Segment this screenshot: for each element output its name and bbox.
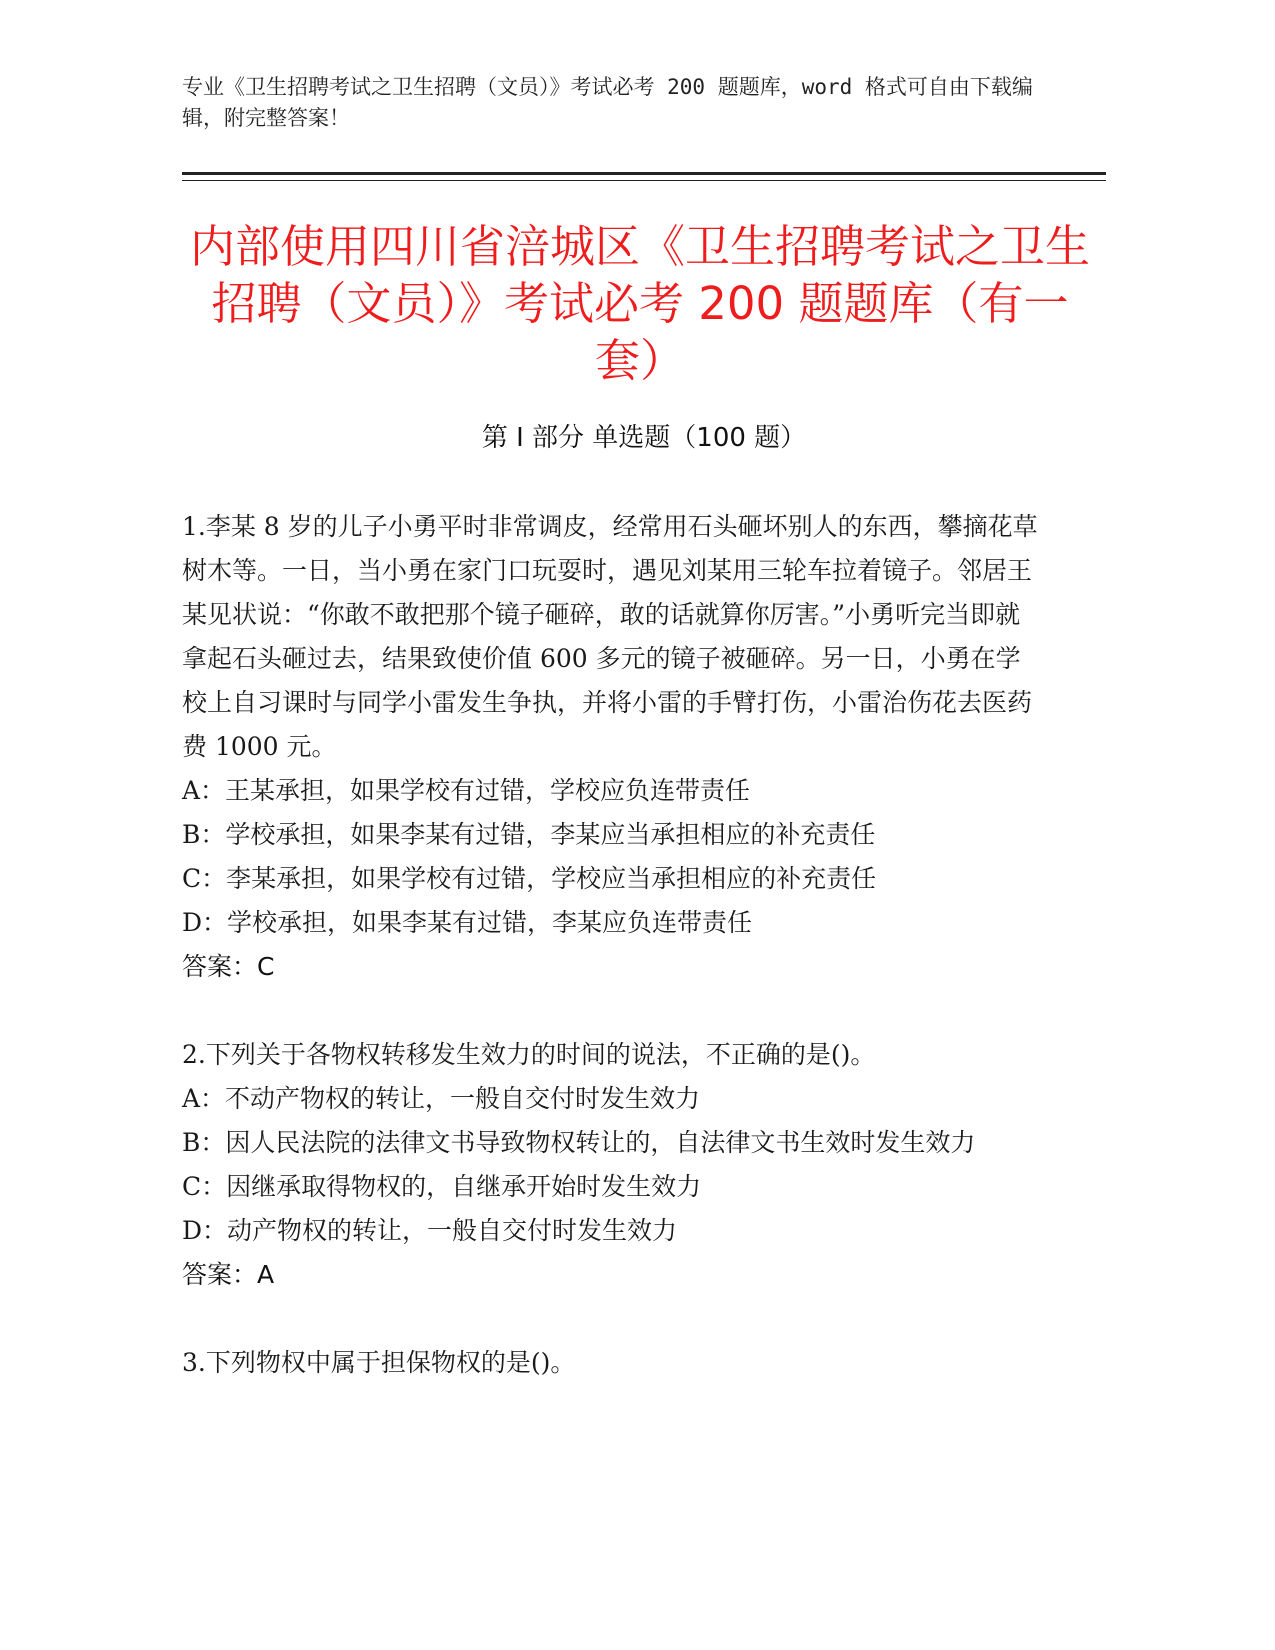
- answer-line: 答案：C: [182, 952, 275, 981]
- answer-line: 答案：A: [182, 1260, 275, 1289]
- option-d: D：动产物权的转让，一般自交付时发生效力: [182, 1216, 678, 1245]
- question-2: [182, 1033, 1042, 1297]
- question-stem: 1.李某 8 岁的儿子小勇平时非常调皮，经常用石头砸坏别人的东西，攀摘花草树木等。一日，当小勇在家门口玩耍时，遇见刘某用三轮车拉着镜子。邻居王某见状说：“你敢不敢把那个镜子砸碎，敢的话就算你厉害。”小勇听完当即就拿起石头砸过去，结果致使价值 600 多元的镜子被砸碎。另一日，小勇在学校上自习课时与同学小雷发生争执，并将小雷的手臂打伤，小雷治伤花去医药费 1000 元。: [182, 512, 1038, 761]
- option-a: A：王某承担，如果学校有过错，学校应负连带责任: [182, 776, 751, 805]
- header-rule-thin: [182, 180, 1106, 181]
- option-c: C：李某承担，如果学校有过错，学校应当承担相应的补充责任: [182, 864, 877, 893]
- option-b: B：学校承担，如果李某有过错，李某应当承担相应的补充责任: [182, 820, 876, 849]
- section-heading: 第 I 部分 单选题（100 题）: [481, 423, 807, 453]
- question-stem: 3.下列物权中属于担保物权的是()。: [182, 1348, 576, 1377]
- document-title: 内部使用四川省涪城区《卫生招聘考试之卫生招聘（文员）》考试必考 200 题题库（有一套）: [190, 220, 1091, 387]
- header-note: 专业《卫生招聘考试之卫生招聘（文员）》考试必考 200 题题库，word 格式可自由下载编辑，附完整答案！: [182, 75, 1033, 130]
- question-list: [182, 505, 1042, 1429]
- question-1: [182, 505, 1042, 989]
- option-d: D：学校承担，如果李某有过错，李某应负连带责任: [182, 908, 753, 937]
- option-c: C：因继承取得物权的，自继承开始时发生效力: [182, 1172, 702, 1201]
- question-stem: 2.下列关于各物权转移发生效力的时间的说法，不正确的是()。: [182, 1040, 876, 1069]
- header-rule-thick: [182, 172, 1106, 175]
- option-b: B：因人民法院的法律文书导致物权转让的，自法律文书生效时发生效力: [182, 1128, 976, 1157]
- question-3: [182, 1341, 1042, 1385]
- option-a: A：不动产物权的转让，一般自交付时发生效力: [182, 1084, 701, 1113]
